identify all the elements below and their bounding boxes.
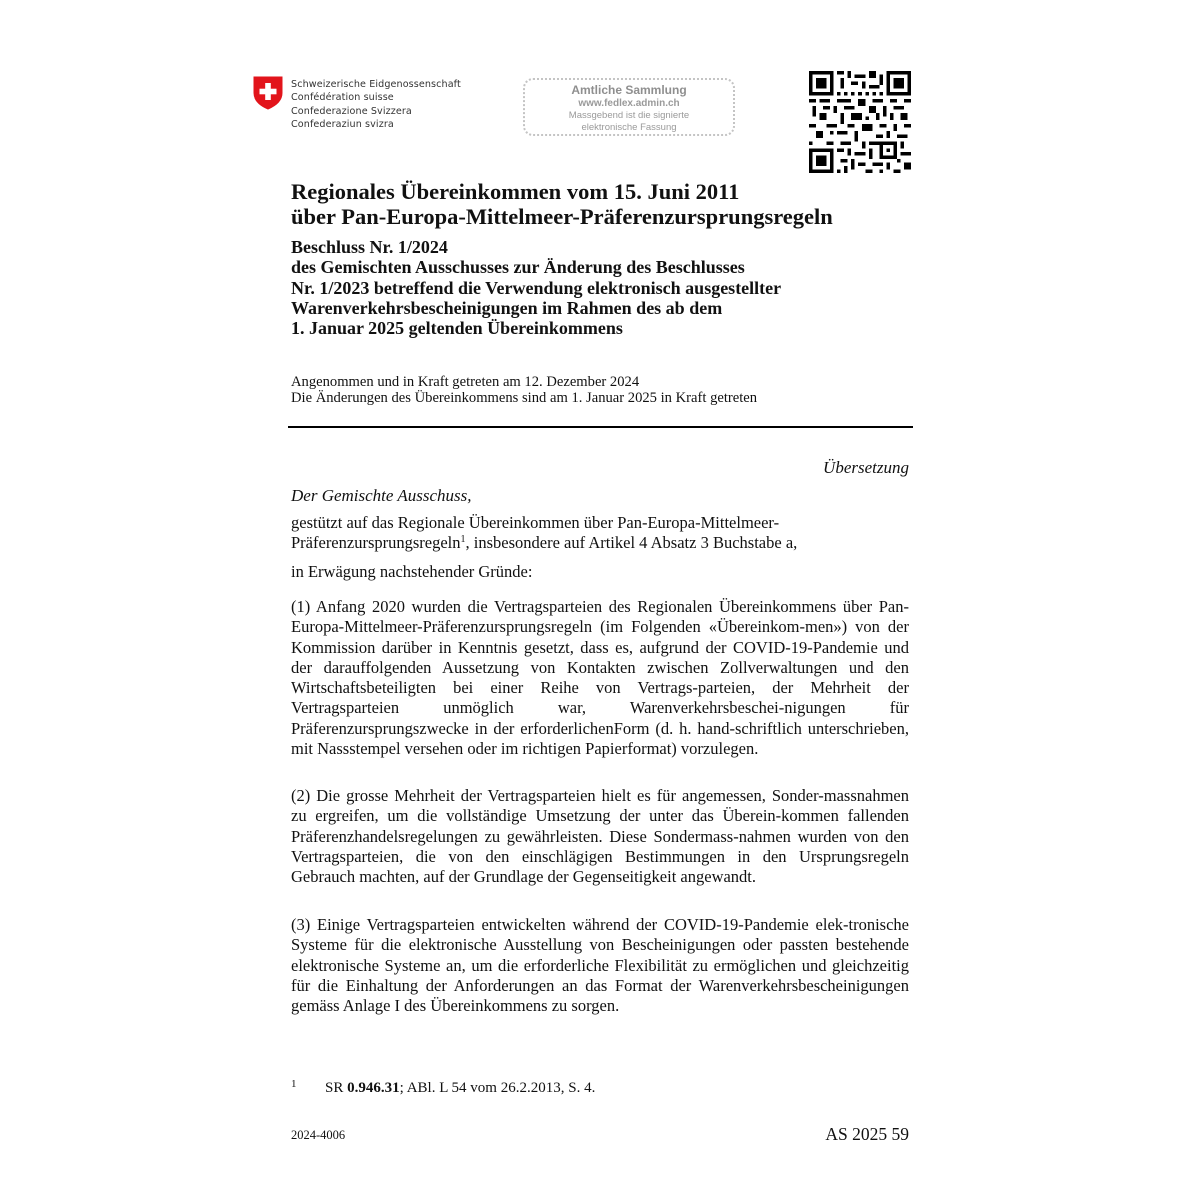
whereas-intro: in Erwägung nachstehender Gründe: — [291, 562, 533, 581]
legal-basis-text: Präferenzursprungsregeln — [291, 533, 461, 552]
swiss-coat-of-arms-icon — [253, 76, 283, 110]
stamp-url[interactable]: www.fedlex.admin.ch — [578, 98, 680, 109]
amendment-effective-date: Die Änderungen des Übereinkommens sind am 1. Januar 2025 in Kraft getreten — [291, 390, 758, 406]
subtitle-line: 1. Januar 2025 geltenden Übereinkommens — [291, 318, 623, 339]
recital-3: (3) Einige Vertragsparteien entwickelten während der COVID-19-Pandemie elek-tronische Systeme für die elektronische Ausstellung von Bescheinigungen oder passten bestehende elektronische Systeme an, um die erforderliche Flexibilität zu ermöglichen und gleichzeitig für die Einhaltung der Anforderungen an das Format der Warenverkehrsbescheinigungen gemäss Anlage I des Übereinkommens zu sorgen. — [291, 915, 909, 1016]
qr-code-icon — [809, 71, 911, 173]
document-title — [291, 179, 931, 229]
official-collection-stamp — [523, 78, 735, 136]
federation-name-fr: Confédération suisse — [291, 92, 394, 104]
translation-note: Übersetzung — [823, 458, 909, 477]
legal-basis — [291, 513, 909, 553]
federation-name-rm: Confederaziun svizra — [291, 118, 394, 130]
footnote-number: 1 — [291, 1078, 297, 1090]
footnote-prefix: SR — [325, 1080, 348, 1096]
legal-basis-text-cont: , insbesondere auf Artikel 4 Absatz 3 Buchstabe a, — [465, 533, 798, 552]
stamp-title: Amtliche Sammlung — [571, 83, 687, 97]
title-line-2: über Pan-Europa-Mittelmeer-Präferenzursprungsregeln — [291, 204, 833, 229]
footnote-citation: ; ABl. L 54 vom 26.2.2013, S. 4. — [399, 1080, 596, 1096]
recital-1: (1) Anfang 2020 wurden die Vertragsparteien des Regionalen Übereinkommens über Pan-Europa-Mittelmeer-Präferenzursprungsregeln (im Folgenden «Übereinkom-men») von der Kommission darüber in Kenntnis gesetzt, dass es, aufgrund der COVID-19-Pandemie und der darauffolgenden Aussetzung von Kontakten zwischen Zollverwaltungen und den Wirtschaftsbeteiligten bei einer Reihe von Vertrags-parteien, der Mehrheit der Vertragsparteien unmöglich war, Warenverkehrsbeschei-nigungen für Präferenzursprungszwecke in der erforderlichenForm (d. h. hand-schriftlich unterschrieben, mit Nassstempel versehen oder im richtigen Papierformat) vorzulegen. — [291, 597, 909, 759]
subtitle-line: Warenverkehrsbescheinigungen im Rahmen des ab dem — [291, 297, 723, 318]
adoption-note — [291, 374, 931, 406]
subtitle-line: des Gemischten Ausschusses zur Änderung des Beschlusses — [291, 257, 745, 278]
legal-basis-line-1: gestützt auf das Regionale Übereinkommen über Pan-Europa-Mittelmeer- — [291, 513, 780, 532]
document-id: 2024-4006 — [291, 1128, 346, 1142]
subtitle-line: Beschluss Nr. 1/2024 — [291, 237, 448, 257]
official-collection-reference: AS 2025 59 — [825, 1124, 909, 1144]
subtitle-line: Nr. 1/2023 betreffend die Verwendung elektronisch ausgestellter — [291, 277, 782, 298]
recital-2: (2) Die grosse Mehrheit der Vertragsparteien hielt es für angemessen, Sonder-massnahmen zu ergreifen, um die vollständige Umsetzung der unter das Überein-kommen fallenden Präferenzhandelsregelungen zu gewährleisten. Diese Sondermass-nahmen wurden von den Vertragsparteien, die von den einschlägigen Bestimmungen in den Ursprungsregeln Gebrauch machten, auf der Grundlage der Gegenseitigkeit angewandt. — [291, 786, 909, 887]
federation-name-de: Schweizerische Eidgenossenschaft — [291, 79, 461, 90]
stamp-note-line2: elektronische Fassung — [581, 122, 677, 133]
decision-subtitle — [291, 237, 931, 338]
header-divider — [288, 426, 913, 428]
adoption-date: Angenommen und in Kraft getreten am 12. Dezember 2024 — [291, 374, 640, 390]
federation-name-it: Confederazione Svizzera — [291, 105, 412, 117]
footnote-sr-number[interactable]: 0.946.31 — [347, 1080, 400, 1096]
legal-basis-line-2 — [291, 533, 909, 553]
footnote-text — [325, 1080, 595, 1097]
footnote-reference[interactable]: 1 — [460, 534, 466, 545]
federation-names — [291, 78, 461, 131]
committee-heading: Der Gemischte Ausschuss, — [291, 486, 472, 505]
title-line-1: Regionales Übereinkommen vom 15. Juni 2011 — [291, 179, 740, 204]
stamp-note-line1: Massgebend ist die signierte — [568, 110, 690, 121]
